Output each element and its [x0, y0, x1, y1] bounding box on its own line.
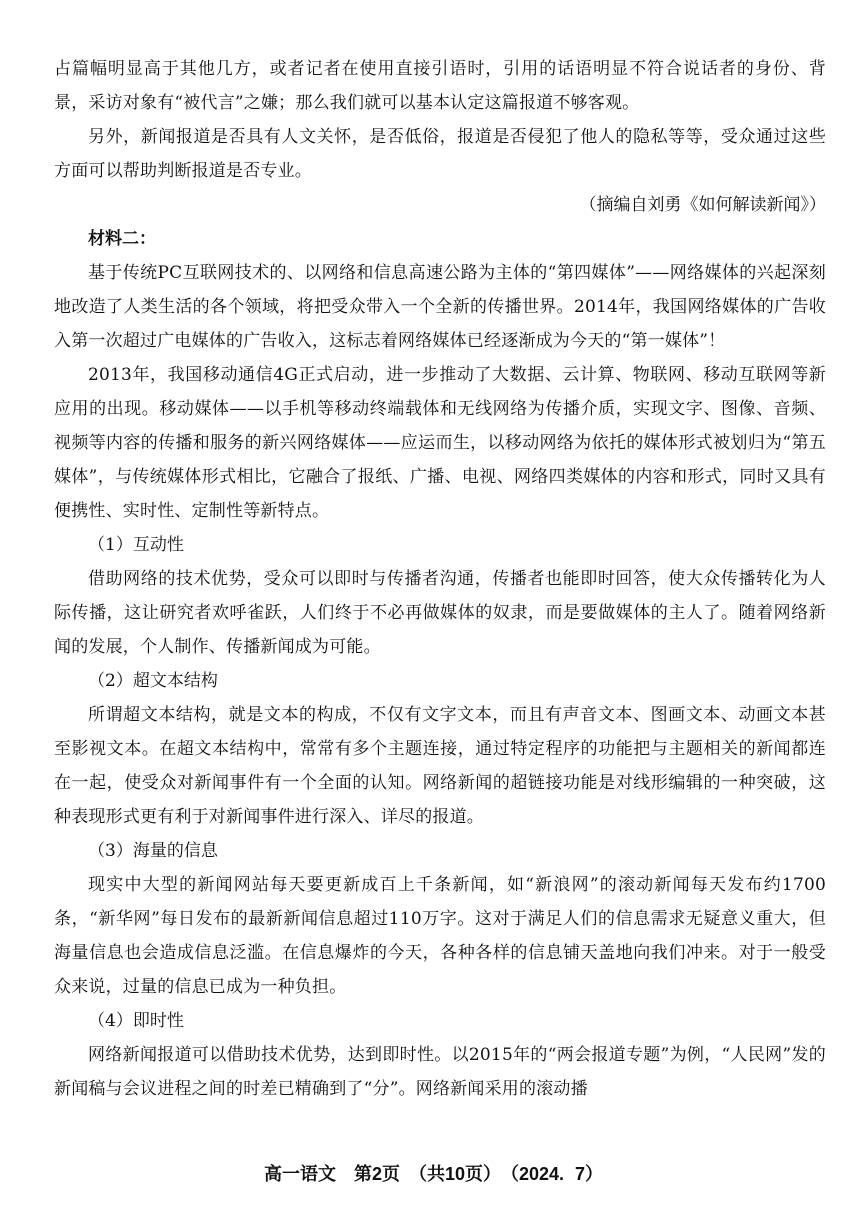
paragraph-7: 现实中大型的新闻网站每天要更新成百上千条新闻，如“新浪网”的滚动新闻每天发布约1700条，“新华网”每日发布的最新新闻信息超过110万字。这对于满足人们的信息需求无疑意义重大，但海量信息也会造成信息泛滥。在信息爆炸的今天，各种各样的信息铺天盖地向我们冲来。对于一般受众来说，过量的信息已成为一种负担。	[54, 875, 826, 997]
paragraph-8: 网络新闻报道可以借助技术优势，达到即时性。以2015年的“两会报道专题”为例，“人民网”发的新闻稿与会议进程之间的时差已精确到了“分”。网络新闻采用的滚动播	[54, 1045, 826, 1099]
paragraph-5: 借助网络的技术优势，受众可以即时与传播者沟通，传播者也能即时回答，使大众传播转化为人际传播，这让研究者欢呼雀跃，人们终于不必再做媒体的奴隶，而是要做媒体的主人了。随着网络新闻的发展，个人制作、传播新闻成为可能。	[54, 569, 826, 657]
subheading-immediacy: （4）即时性	[88, 1011, 184, 1031]
paragraph-2: 另外，新闻报道是否具有人文关怀，是否低俗，报道是否侵犯了他人的隐私等等，受众通过这些方面可以帮助判断报道是否专业。	[54, 127, 826, 181]
source-citation: （摘编自刘勇《如何解读新闻》）	[579, 195, 826, 215]
paragraph-3: 基于传统PC互联网技术的、以网络和信息高速公路为主体的“第四媒体”——网络媒体的兴起深刻地改造了人类生活的各个领域，将把受众带入一个全新的传播世界。2014年，我国网络媒体的广告收入第一次超过广电媒体的广告收入，这标志着网络媒体已经逐渐成为今天的“第一媒体”！	[54, 263, 826, 351]
page-footer: 高一语文 第2页 （共10页） （2024. 7）	[263, 1164, 604, 1184]
document-body	[54, 52, 826, 1106]
subheading-interactivity: （1）互动性	[88, 535, 184, 555]
paragraph-4: 2013年，我国移动通信4G正式启动，进一步推动了大数据、云计算、物联网、移动互联网等新应用的出现。移动媒体——以手机等移动终端载体和无线网络为传播介质，实现文字、图像、音频、视频等内容的传播和服务的新兴网络媒体——应运而生，以移动网络为依托的媒体形式被划归为“第五媒体”，与传统媒体形式相比，它融合了报纸、广播、电视、网络四类媒体的内容和形式，同时又具有便携性、实时性、定制性等新特点。	[54, 365, 826, 521]
subheading-hypertext: （2）超文本结构	[88, 671, 218, 691]
subheading-massive-info: （3）海量的信息	[88, 841, 218, 861]
paragraph-1: 占篇幅明显高于其他几方，或者记者在使用直接引语时，引用的话语明显不符合说话者的身份、背景，采访对象有“被代言”之嫌；那么我们就可以基本认定这篇报道不够客观。	[54, 59, 826, 113]
material-two-heading: 材料二：	[88, 229, 156, 249]
paragraph-6: 所谓超文本结构，就是文本的构成，不仅有文字文本，而且有声音文本、图画文本、动画文本甚至影视文本。在超文本结构中，常常有多个主题连接，通过特定程序的功能把与主题相关的新闻都连在一起，使受众对新闻事件有一个全面的认知。网络新闻的超链接功能是对线形编辑的一种突破，这种表现形式更有利于对新闻事件进行深入、详尽的报道。	[54, 705, 826, 827]
